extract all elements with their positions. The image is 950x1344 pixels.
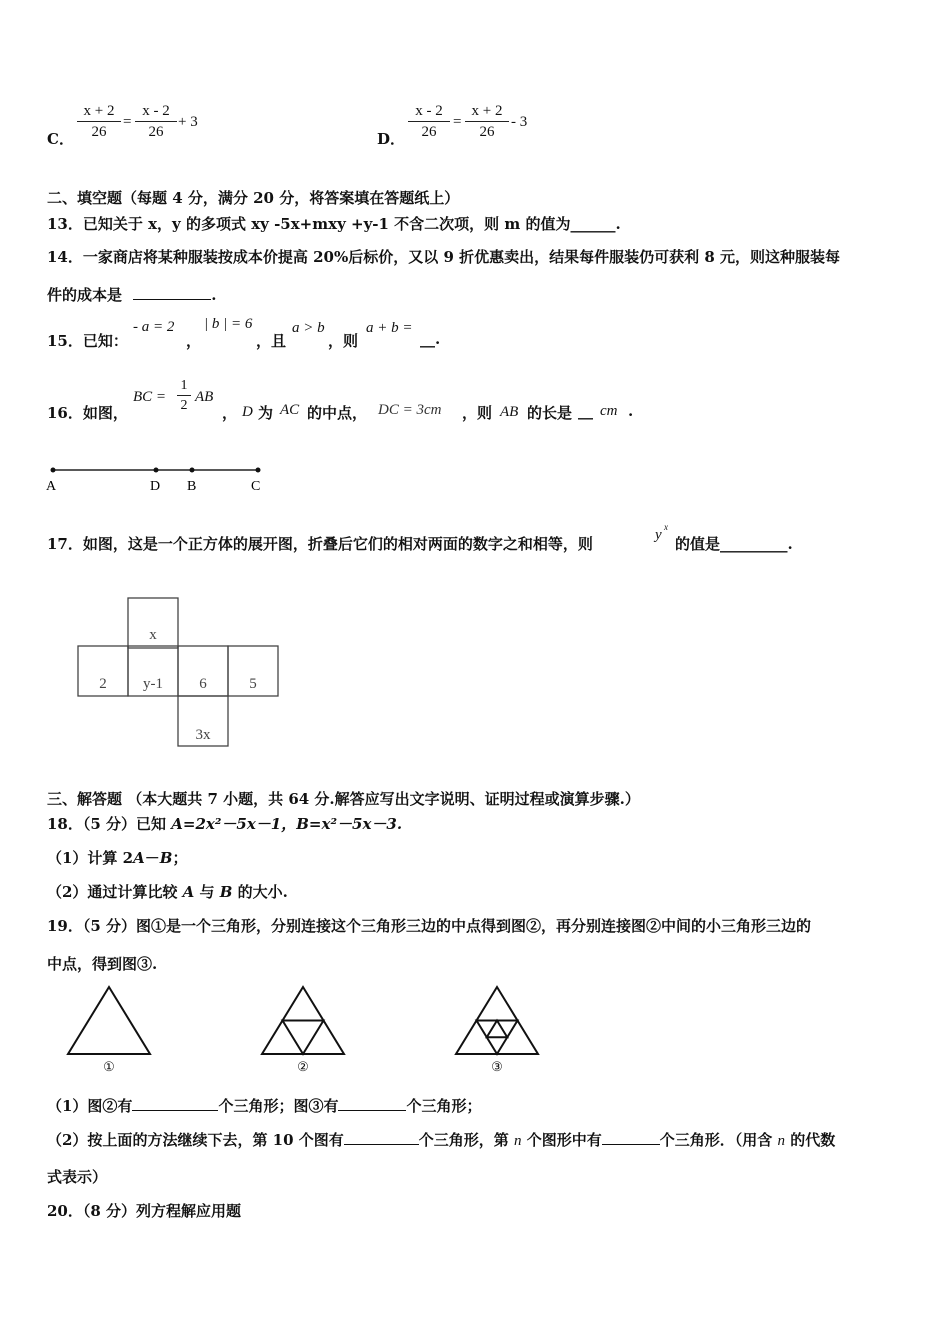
q16-half-fraction: [177, 378, 191, 414]
question-19-line1: 19．（5 分）图①是一个三角形，分别连接这个三角形三边的中点得到图②，再分别连接图②中间的小三角形三边的: [47, 917, 812, 935]
fraction-numerator: x + 2: [77, 103, 121, 122]
q19-p2-n2: n: [777, 1133, 786, 1149]
net-row-value-1: 2: [99, 676, 107, 692]
q18-p2-a: A: [182, 883, 195, 901]
q19-p1-a: （1）图②有: [47, 1097, 133, 1115]
section-2-heading: 二、填空题（每题 4 分，满分 20 分，将答案填在答题纸上）: [47, 189, 460, 207]
question-18-stem: [47, 813, 402, 834]
option-d-lhs-fraction: [408, 103, 450, 141]
q14-text-post: .: [211, 286, 217, 304]
point-a-dot: [51, 468, 56, 473]
q18-stem-pre: 18．（5 分）已知: [47, 815, 172, 833]
question-15-label: 15．已知：: [47, 332, 128, 350]
net-bottom-value: 3x: [195, 727, 211, 743]
q15-expr4: a + b =: [366, 320, 413, 336]
question-16-label: 16．如图，: [47, 404, 128, 422]
net-row-value-4: 5: [249, 676, 257, 692]
point-d-dot: [154, 468, 159, 473]
q18-p1-a: A: [133, 849, 145, 867]
fraction-numerator: 1: [177, 378, 191, 396]
q16-ab2: AB: [500, 404, 519, 420]
fraction-denominator: 2: [180, 398, 188, 413]
q15-sep1: ，: [186, 332, 202, 350]
q15-answer-blank[interactable]: __.: [420, 330, 441, 348]
q18-p1-minus: －: [144, 849, 160, 867]
q19-p2-a: （2）按上面的方法继续下去，第 10 个图有: [47, 1131, 344, 1149]
option-c-tail: + 3: [178, 114, 198, 130]
option-d-rhs-fraction: [465, 103, 509, 141]
question-17-post: 的值是_________.: [675, 535, 793, 553]
figure2-inner-triangle: [283, 1021, 324, 1055]
q18-p2-end: 的大小.: [232, 883, 288, 901]
q14-text-pre: 件的成本是: [47, 286, 123, 304]
point-c-dot: [256, 468, 261, 473]
fraction-denominator: 26: [421, 124, 437, 140]
q18-p2-pre: （2）通过计算比较: [47, 883, 183, 901]
net-row-value-3: 6: [199, 676, 207, 692]
q16-dc: DC = 3cm: [378, 402, 442, 418]
q17-power-base: y: [655, 527, 662, 543]
equals-sign: =: [123, 114, 132, 130]
q16-d: D: [242, 404, 253, 420]
point-b-dot: [190, 468, 195, 473]
q19-p2-b: 个三角形，第: [418, 1131, 509, 1149]
q16-text2: 的中点，: [307, 404, 368, 422]
option-c-lhs-fraction: [77, 103, 121, 141]
figure1-label: ①: [103, 1059, 115, 1074]
question-19-line2: 中点，得到图③.: [47, 955, 158, 973]
q19-p2-n: n: [514, 1133, 522, 1149]
q16-answer-blank[interactable]: __: [578, 402, 593, 420]
question-19-part2-line2: 式表示）: [47, 1168, 108, 1186]
q18-p2-b: B: [219, 883, 233, 901]
q15-expr3: a > b: [292, 320, 325, 336]
q16-unit: cm: [600, 403, 618, 419]
fraction-denominator: 26: [479, 124, 495, 140]
net-top-value: x: [149, 627, 157, 643]
point-a-label: A: [46, 479, 57, 494]
q15-sep2: ，且: [256, 332, 287, 350]
equals-sign: =: [453, 114, 462, 130]
cube-net-figure: [76, 596, 282, 750]
fraction-numerator: x + 2: [465, 103, 509, 122]
q19-p2-c: 个图形中有: [526, 1131, 602, 1149]
q16-end: .: [628, 402, 634, 420]
fraction-denominator: 26: [148, 124, 164, 140]
figure2-label: ②: [297, 1059, 309, 1074]
q17-power-exp: x: [664, 522, 668, 532]
q16-ac: AC: [280, 402, 300, 418]
answer-blank[interactable]: [338, 1096, 406, 1111]
point-c-label: C: [251, 479, 261, 494]
question-17-pre: 17．如图，这是一个正方体的展开图，折叠后它们的相对两面的数字之和相等，则: [47, 535, 593, 553]
figure3-label: ③: [491, 1059, 503, 1074]
q16-comma: ，: [222, 404, 238, 422]
q18-p2-mid: 与: [194, 883, 220, 901]
q18-p1-pre: （1）计算 2: [47, 849, 134, 867]
question-19-part1: [47, 1095, 481, 1116]
q19-p2-e: 的代数: [790, 1131, 836, 1149]
fraction-denominator: 26: [91, 124, 107, 140]
q19-triangle-figures: [60, 982, 560, 1077]
question-19-part2: [47, 1129, 835, 1150]
answer-blank[interactable]: [344, 1130, 419, 1145]
answer-blank[interactable]: [132, 1096, 218, 1111]
q16-text: 为: [258, 404, 274, 422]
q16-segment-figure: [40, 458, 280, 498]
option-d-tail: - 3: [511, 114, 528, 130]
fraction-numerator: x - 2: [408, 103, 450, 122]
q16-len: 的长是: [527, 404, 573, 422]
q15-expr2: | b | = 6: [204, 316, 253, 332]
q18-a-definition: A=2x²－5x－1，: [171, 815, 297, 833]
option-c-label: C．: [47, 130, 74, 148]
question-18-part1: [47, 847, 187, 868]
question-18-part2: [47, 881, 288, 902]
answer-blank[interactable]: [602, 1130, 660, 1145]
option-c-rhs-fraction: [135, 103, 177, 141]
answer-blank[interactable]: [133, 285, 211, 300]
q18-b-definition: B=x²－5x－3.: [296, 815, 403, 833]
q19-p1-c: 个三角形；: [406, 1097, 482, 1115]
q16-bc: BC =: [133, 389, 167, 405]
q16-then: ，则: [462, 404, 493, 422]
section-3-heading: 三、解答题 （本大题共 7 小题，共 64 分.解答应写出文字说明、证明过程或演算步骤.）: [47, 790, 640, 808]
q16-ab: AB: [195, 389, 214, 405]
net-row-value-2: y-1: [143, 676, 163, 692]
question-14-line1: 14．一家商店将某种服装按成本价提高 20%后标价，又以 9 折优惠卖出，结果每件服装仍可获利 8 元，则这种服装每: [47, 248, 840, 266]
q18-p1-end: ；: [172, 849, 188, 867]
q15-expr1: - a = 2: [133, 319, 175, 335]
fraction-numerator: x - 2: [135, 103, 177, 122]
point-d-label: D: [150, 479, 161, 494]
point-b-label: B: [187, 479, 197, 494]
question-14-line2: [47, 284, 216, 305]
figure3-innermost-triangle: [487, 1021, 508, 1038]
option-d-label: D．: [377, 130, 406, 148]
q19-p1-b: 个三角形；图③有: [218, 1097, 339, 1115]
q15-sep3: ，则: [328, 332, 359, 350]
q18-p1-b: B: [159, 849, 173, 867]
figure1-triangle: [68, 987, 150, 1054]
question-20: 20．（8 分）列方程解应用题: [47, 1202, 242, 1220]
question-13: 13．已知关于 x，y 的多项式 xy -5x+mxy +y-1 不含二次项，则 m 的值为______.: [47, 215, 621, 233]
q19-p2-d: 个三角形．（用含: [659, 1131, 773, 1149]
